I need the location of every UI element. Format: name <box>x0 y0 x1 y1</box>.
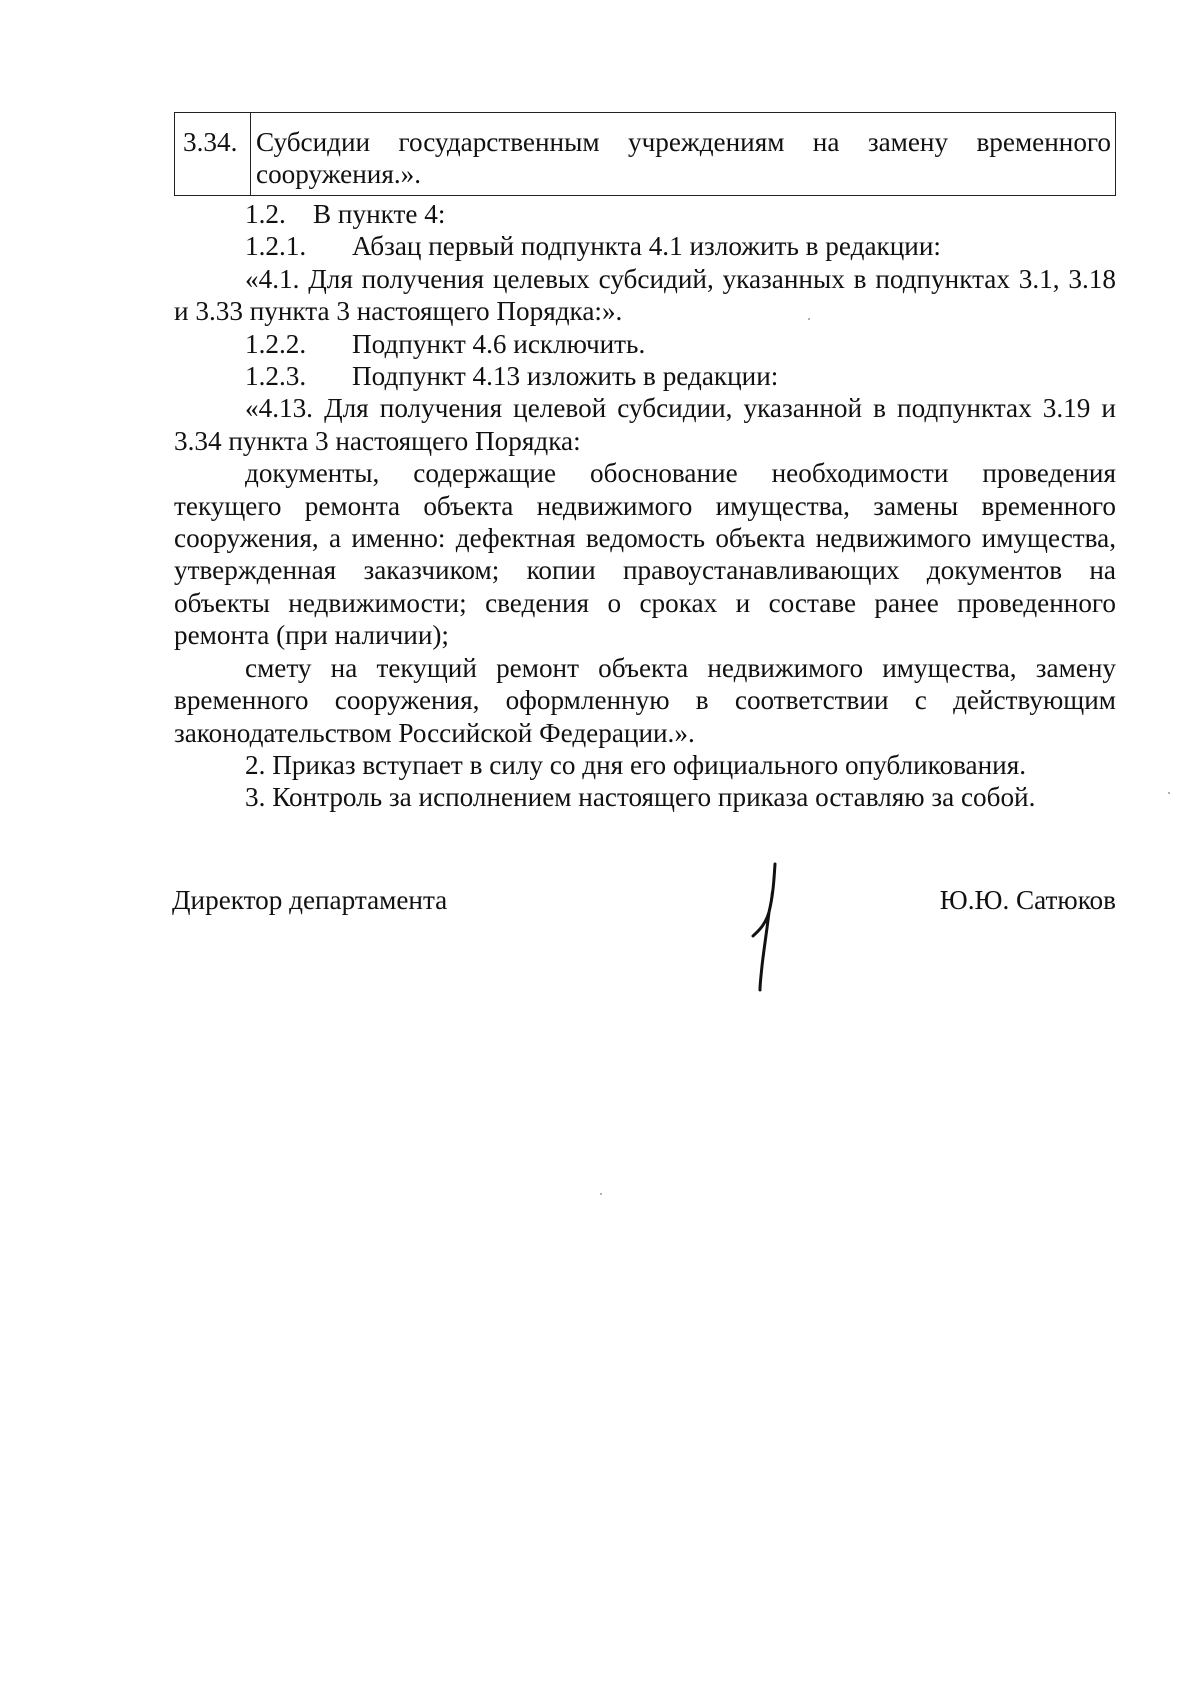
quoted-paragraph-4-1: «4.1. Для получения целевых субсидий, указанных в подпунктах 3.1, 3.18 и 3.33 пункта 3 настоящего Порядка:». <box>174 263 1116 327</box>
clause-1-2-3 <box>174 360 1116 392</box>
clause-3: 3. Контроль за исполнением настоящего приказа оставляю за собой. <box>245 782 1036 813</box>
scan-speck <box>600 1193 602 1195</box>
documents-paragraph: документы, содержащие обоснование необходимости проведения текущего ремонта объекта недвижимого имущества, замены временного сооружения, а именно: дефектная ведомость объекта недвижимого имущества, утвержденная заказчиком; копии правоустанавливающих документов на объекты недвижимости; сведения о сроках и составе ранее проведенного ремонта (при наличии); <box>174 458 1116 651</box>
table-row-text: Субсидии государственным учреждениям на замену временного сооружения.». <box>256 127 1111 190</box>
clause-number: 1.2.2. <box>245 328 307 359</box>
scan-speck <box>1168 792 1170 794</box>
clause-number: 1.2.3. <box>245 361 307 392</box>
clause-text: Подпункт 4.13 изложить в редакции: <box>352 361 779 392</box>
clause-1-2-1 <box>174 230 1116 262</box>
clause-number: 1.2. <box>245 199 286 229</box>
clause-text: Подпункт 4.6 исключить. <box>352 328 646 359</box>
clause-1-2 <box>174 198 1116 230</box>
signature-block <box>172 884 1116 916</box>
amendment-table-row <box>174 112 1116 196</box>
quoted-paragraph-4-13: «4.13. Для получения целевой субсидии, указанной в подпунктах 3.19 и 3.34 пункта 3 настоящего Порядка: <box>174 393 1116 456</box>
handwritten-signature <box>745 862 795 992</box>
signatory-name: Ю.Ю. Сатюков <box>939 885 1116 915</box>
clause-1-2-2 <box>174 328 1116 360</box>
signatory-position: Директор департамента <box>172 885 448 915</box>
clause-number: 1.2.1. <box>245 231 307 262</box>
clause-text: Абзац первый подпункта 4.1 изложить в редакции: <box>352 231 941 262</box>
document-body <box>174 112 1116 814</box>
table-row-number: 3.34. <box>175 113 251 195</box>
clause-text: В пункте 4: <box>313 199 446 229</box>
estimate-paragraph: смету на текущий ремонт объекта недвижимого имущества, замену временного сооружения, оформленную в соответствии с действующим законодательством Российской Федерации.». <box>174 652 1116 748</box>
scan-speck <box>808 318 810 320</box>
clause-2: 2. Приказ вступает в силу со дня его официального опубликования. <box>245 749 1027 780</box>
